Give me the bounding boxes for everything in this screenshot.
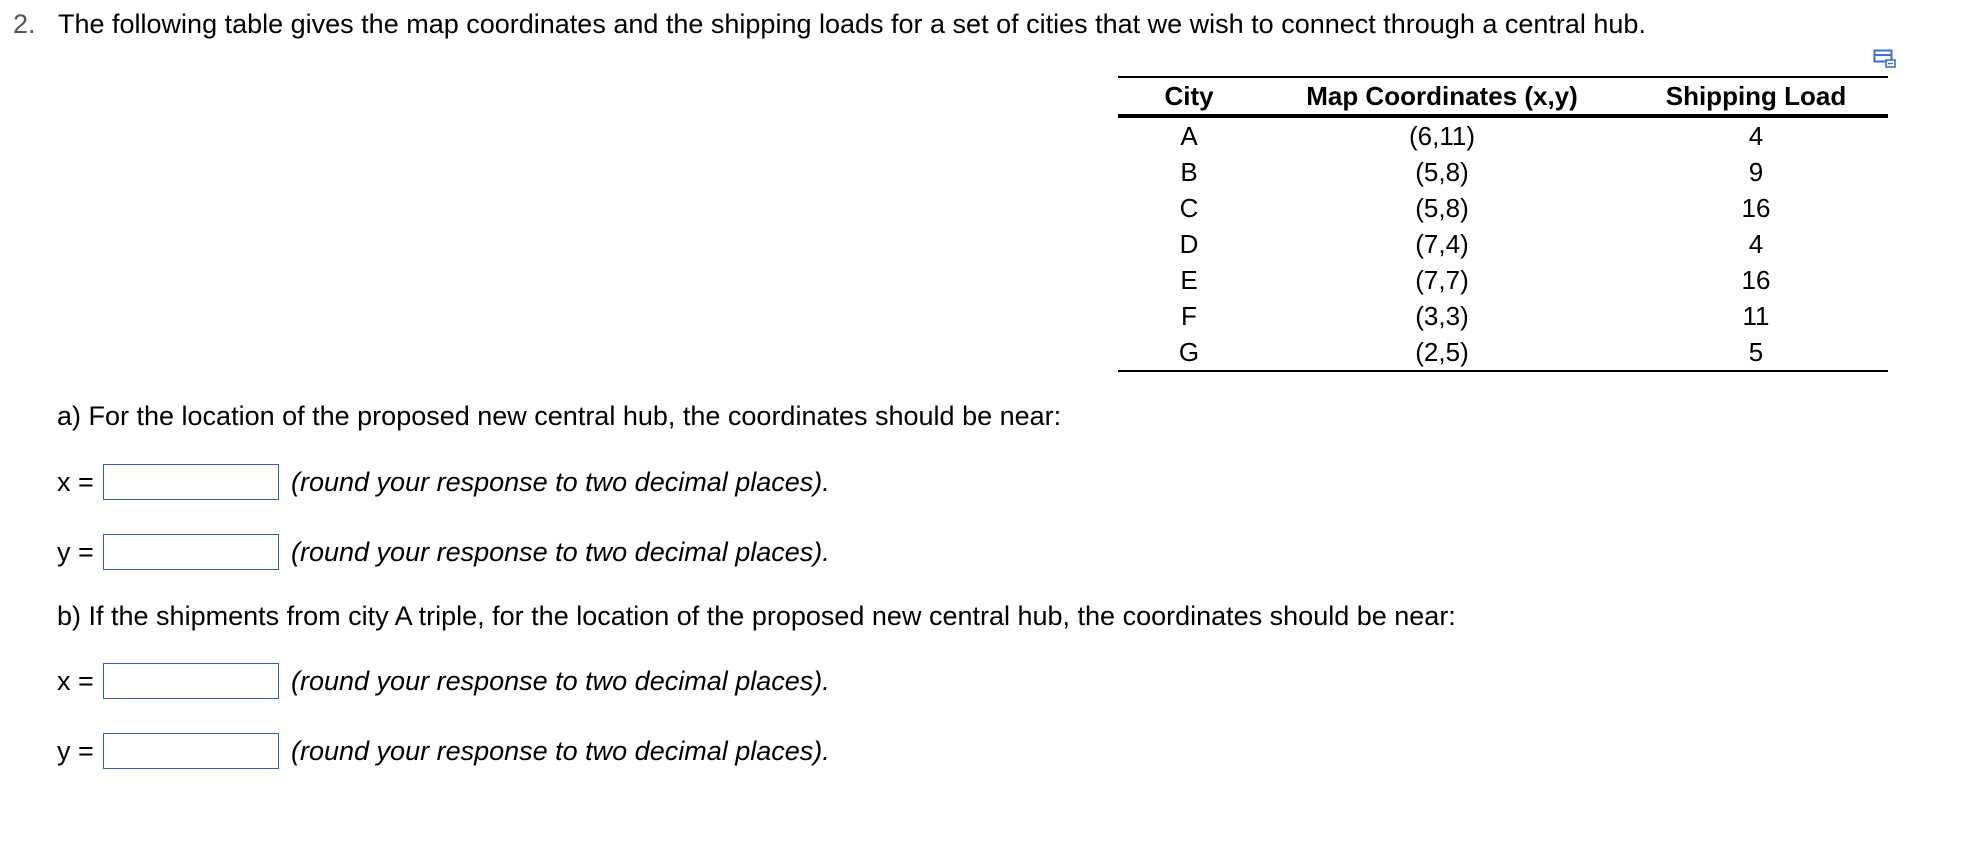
cell-coordinates: (5,8) xyxy=(1415,192,1469,223)
cell-city: B xyxy=(1180,156,1198,187)
part-a-prompt: a) For the location of the proposed new central hub, the coordinates should be near: xyxy=(57,401,1062,431)
part-b-x-label: x = xyxy=(57,665,94,696)
part-a-x-input[interactable] xyxy=(103,464,279,500)
table-row xyxy=(1118,262,1888,298)
part-a-x-label: x = xyxy=(57,466,94,497)
part-b-x-hint: (round your response to two decimal places). xyxy=(291,665,830,696)
expand-table-icon[interactable] xyxy=(1873,49,1897,69)
part-a-x-hint: (round your response to two decimal places). xyxy=(291,466,830,497)
part-b-y-label: y = xyxy=(57,735,94,766)
table-row xyxy=(1118,116,1888,154)
table-row xyxy=(1118,190,1888,226)
cell-coordinates: (5,8) xyxy=(1415,156,1469,187)
cell-coordinates: (2,5) xyxy=(1260,334,1624,371)
cell-coordinates: (7,4) xyxy=(1415,228,1469,259)
table-header-row xyxy=(1118,77,1888,116)
part-a-y-input[interactable] xyxy=(103,534,279,570)
cell-coordinates: (3,3) xyxy=(1415,300,1469,331)
question-header xyxy=(13,9,1646,40)
cell-load: 4 xyxy=(1748,228,1764,259)
cell-load: 16 xyxy=(1741,264,1771,295)
cell-city: G xyxy=(1118,334,1260,371)
cell-load: 9 xyxy=(1748,156,1764,187)
table-row xyxy=(1118,154,1888,190)
part-b-prompt: b) If the shipments from city A triple, for the location of the proposed new central hub, the coordinates should be near: xyxy=(57,601,1456,631)
cell-load: 4 xyxy=(1748,120,1764,151)
table-row xyxy=(1118,298,1888,334)
part-a-y-hint: (round your response to two decimal places). xyxy=(291,536,830,567)
table-row xyxy=(1118,226,1888,262)
cell-city: C xyxy=(1179,192,1199,223)
part-b-x-row xyxy=(57,661,830,701)
header-shipping-load: Shipping Load xyxy=(1624,77,1888,116)
part-b-y-hint: (round your response to two decimal places). xyxy=(291,735,830,766)
part-a-x-row xyxy=(57,462,830,502)
cell-city: A xyxy=(1180,120,1198,151)
question-text: The following table gives the map coordinates and the shipping loads for a set of cities that we wish to connect through a central hub. xyxy=(58,9,1646,39)
part-b-y-input[interactable] xyxy=(103,733,279,769)
cell-city: F xyxy=(1181,300,1197,331)
part-a-y-label: y = xyxy=(57,536,94,567)
cell-city: D xyxy=(1179,228,1199,259)
cell-coordinates: (7,7) xyxy=(1415,264,1469,295)
header-coordinates: Map Coordinates (x,y) xyxy=(1260,77,1624,116)
cell-city: E xyxy=(1180,264,1198,295)
part-a-y-row xyxy=(57,532,830,572)
part-b-x-input[interactable] xyxy=(103,663,279,699)
shipping-table xyxy=(1118,76,1888,372)
cell-load: 16 xyxy=(1741,192,1771,223)
cell-load: 11 xyxy=(1742,300,1770,331)
table-row xyxy=(1118,334,1888,371)
part-b-y-row xyxy=(57,731,830,771)
cell-coordinates: (6,11) xyxy=(1409,120,1475,151)
question-number: 2. xyxy=(13,9,36,39)
cell-load: 5 xyxy=(1624,334,1888,371)
header-city: City xyxy=(1118,77,1260,116)
